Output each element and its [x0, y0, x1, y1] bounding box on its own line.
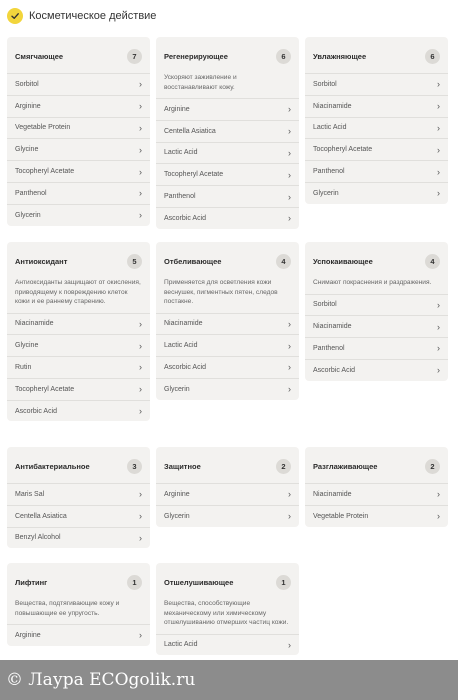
chevron-right-icon: ›	[437, 489, 440, 500]
list-item[interactable]: Arginine ›	[7, 95, 150, 117]
chevron-right-icon: ›	[437, 122, 440, 133]
card-protective	[156, 447, 299, 527]
card-title: Антибактериальное	[15, 461, 90, 471]
list-item[interactable]: Rutin ›	[7, 356, 150, 378]
card-title: Регенерирующее	[164, 51, 228, 61]
chevron-right-icon: ›	[288, 147, 291, 158]
list-item[interactable]: Lactic Acid ›	[156, 334, 299, 356]
chevron-right-icon: ›	[437, 365, 440, 376]
card-antibacterial	[7, 447, 150, 548]
card-title: Защитное	[164, 461, 201, 471]
chevron-right-icon: ›	[288, 104, 291, 115]
list-item[interactable]: Lactic Acid ›	[156, 634, 299, 656]
card-title: Антиоксидант	[15, 256, 68, 266]
count-badge: 4	[276, 254, 291, 269]
count-badge: 7	[127, 49, 142, 64]
watermark-bar	[0, 660, 458, 700]
card-exfoliating	[156, 563, 299, 655]
list-item[interactable]: Vegetable Protein ›	[305, 505, 448, 527]
chevron-right-icon: ›	[288, 340, 291, 351]
chevron-right-icon: ›	[288, 191, 291, 202]
list-item[interactable]: Panthenol ›	[156, 185, 299, 207]
card-description: Антиоксиданты защищают от окисления, приводящему к повреждению клеток кожи и ее раннему старению.	[15, 279, 141, 305]
card-title: Смягчающее	[15, 51, 64, 61]
list-item[interactable]: Niacinamide ›	[156, 313, 299, 335]
chevron-right-icon: ›	[139, 340, 142, 351]
chevron-right-icon: ›	[139, 79, 142, 90]
card-title: Лифтинг	[15, 577, 48, 587]
list-item[interactable]: Lactic Acid ›	[156, 142, 299, 164]
card-softening	[7, 37, 150, 226]
list-item[interactable]: Sorbitol ›	[7, 73, 150, 95]
list-item[interactable]: Tocopheryl Acetate ›	[156, 163, 299, 185]
list-item[interactable]: Vegetable Protein ›	[7, 117, 150, 139]
chevron-right-icon: ›	[139, 210, 142, 221]
chevron-right-icon: ›	[139, 532, 142, 543]
chevron-right-icon: ›	[288, 126, 291, 137]
card-title: Успокаивающее	[313, 256, 373, 266]
list-item[interactable]: Niacinamide ›	[305, 95, 448, 117]
list-item[interactable]: Niacinamide ›	[305, 483, 448, 505]
chevron-right-icon: ›	[437, 188, 440, 199]
chevron-right-icon: ›	[288, 639, 291, 650]
chevron-right-icon: ›	[139, 511, 142, 522]
section-header	[7, 7, 156, 25]
list-item[interactable]: Centella Asiatica ›	[156, 120, 299, 142]
chevron-right-icon: ›	[288, 511, 291, 522]
card-soothing	[305, 242, 448, 381]
chevron-right-icon: ›	[288, 213, 291, 224]
card-description: Ускоряют заживление и восстанавливают кожу.	[164, 74, 237, 91]
count-badge: 2	[425, 459, 440, 474]
list-item[interactable]: Sorbitol ›	[305, 294, 448, 316]
list-item[interactable]: Ascorbic Acid ›	[156, 356, 299, 378]
list-item[interactable]: Glycine ›	[7, 334, 150, 356]
list-item[interactable]: Arginine ›	[156, 98, 299, 120]
card-antioxidant	[7, 242, 150, 421]
chevron-right-icon: ›	[139, 318, 142, 329]
list-item[interactable]: Glycerin ›	[156, 505, 299, 527]
count-badge: 4	[425, 254, 440, 269]
list-item[interactable]: Niacinamide ›	[7, 313, 150, 335]
list-item[interactable]: Ascorbic Acid ›	[7, 400, 150, 422]
chevron-right-icon: ›	[288, 318, 291, 329]
count-badge: 1	[127, 575, 142, 590]
count-badge: 1	[276, 575, 291, 590]
chevron-right-icon: ›	[139, 144, 142, 155]
list-item[interactable]: Panthenol ›	[7, 182, 150, 204]
chevron-right-icon: ›	[139, 122, 142, 133]
card-title: Отшелушивающее	[164, 577, 234, 587]
chevron-right-icon: ›	[437, 511, 440, 522]
list-item[interactable]: Benzyl Alcohol ›	[7, 527, 150, 549]
list-item[interactable]: Sorbitol ›	[305, 73, 448, 95]
count-badge: 6	[276, 49, 291, 64]
chevron-right-icon: ›	[139, 166, 142, 177]
chevron-right-icon: ›	[437, 101, 440, 112]
section-title: Косметическое действие	[29, 10, 157, 22]
chevron-right-icon: ›	[139, 406, 142, 417]
check-icon	[7, 8, 23, 24]
card-lifting	[7, 563, 150, 646]
card-smoothing	[305, 447, 448, 527]
card-regenerating	[156, 37, 299, 229]
chevron-right-icon: ›	[437, 79, 440, 90]
list-item[interactable]: Glycerin ›	[156, 378, 299, 400]
list-item[interactable]: Arginine ›	[7, 624, 150, 646]
chevron-right-icon: ›	[288, 169, 291, 180]
list-item[interactable]: Glycine ›	[7, 138, 150, 160]
card-moisturizing	[305, 37, 448, 204]
count-badge: 2	[276, 459, 291, 474]
list-item[interactable]: Panthenol ›	[305, 160, 448, 182]
card-title: Увлажняющее	[313, 51, 367, 61]
list-item[interactable]: Ascorbic Acid ›	[305, 359, 448, 381]
chevron-right-icon: ›	[288, 362, 291, 373]
list-item[interactable]: Maris Sal ›	[7, 483, 150, 505]
list-item[interactable]: Ascorbic Acid ›	[156, 207, 299, 229]
chevron-right-icon: ›	[437, 144, 440, 155]
chevron-right-icon: ›	[437, 166, 440, 177]
count-badge: 3	[127, 459, 142, 474]
card-description: Применяется для осветления кожи веснушек, пигментных пятен, следов постакне.	[164, 279, 278, 305]
watermark-text: © Лаура ECOgolik.ru	[6, 670, 196, 690]
card-description: Вещества, способствующие механическому или химическому отшелушиванию отмерших частиц кожи.	[164, 600, 289, 626]
list-item[interactable]: Tocopheryl Acetate ›	[7, 160, 150, 182]
count-badge: 6	[425, 49, 440, 64]
chevron-right-icon: ›	[139, 384, 142, 395]
list-item[interactable]: Panthenol ›	[305, 337, 448, 359]
count-badge: 5	[127, 254, 142, 269]
list-item[interactable]: Glycerin ›	[7, 204, 150, 226]
chevron-right-icon: ›	[437, 321, 440, 332]
list-item[interactable]: Niacinamide ›	[305, 315, 448, 337]
chevron-right-icon: ›	[139, 188, 142, 199]
card-description: Снимают покраснения и раздражения.	[313, 279, 432, 286]
list-item[interactable]: Centella Asiatica ›	[7, 505, 150, 527]
card-title: Отбеливающее	[164, 256, 222, 266]
chevron-right-icon: ›	[139, 630, 142, 641]
chevron-right-icon: ›	[437, 343, 440, 354]
card-description: Вещества, подтягивающие кожу и повышающие ее упругость.	[15, 600, 120, 617]
card-whitening	[156, 242, 299, 400]
chevron-right-icon: ›	[139, 489, 142, 500]
list-item[interactable]: Tocopheryl Acetate ›	[7, 378, 150, 400]
chevron-right-icon: ›	[139, 101, 142, 112]
chevron-right-icon: ›	[437, 299, 440, 310]
list-item[interactable]: Glycerin ›	[305, 182, 448, 204]
card-title: Разглаживающее	[313, 461, 378, 471]
chevron-right-icon: ›	[139, 362, 142, 373]
list-item[interactable]: Arginine ›	[156, 483, 299, 505]
chevron-right-icon: ›	[288, 489, 291, 500]
list-item[interactable]: Tocopheryl Acetate ›	[305, 138, 448, 160]
chevron-right-icon: ›	[288, 384, 291, 395]
list-item[interactable]: Lactic Acid ›	[305, 117, 448, 139]
